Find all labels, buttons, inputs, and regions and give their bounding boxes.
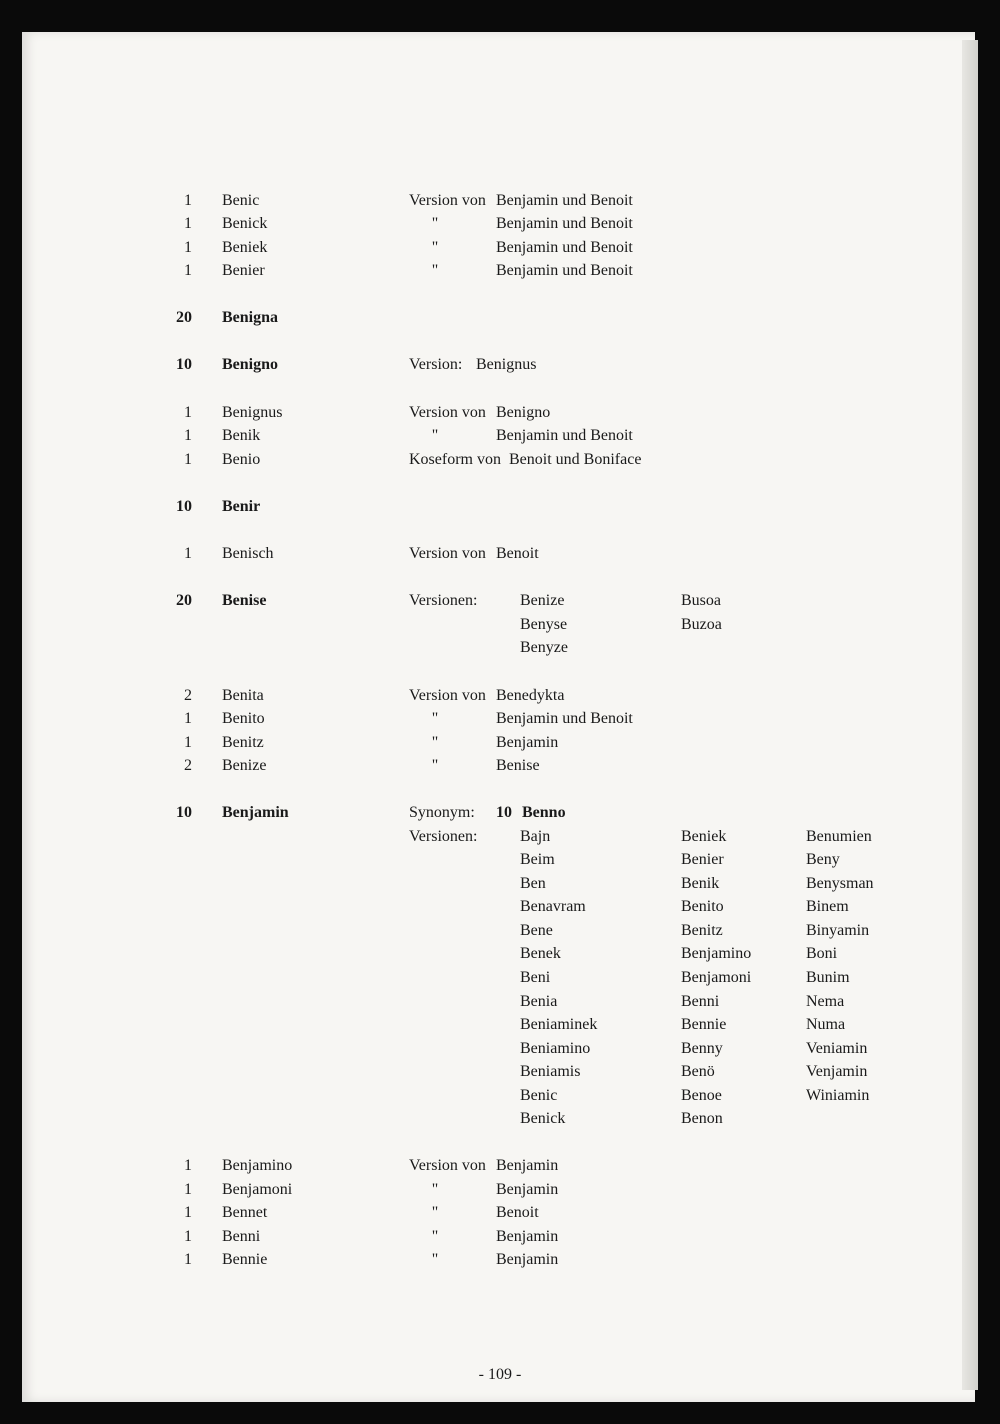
entry-count: 1 — [184, 404, 192, 421]
entry-name: Benio — [222, 451, 261, 468]
variant-name: Benavram — [520, 898, 586, 915]
variant-name: Buzoa — [681, 616, 722, 633]
entry-name: Benni — [222, 1228, 261, 1245]
entry-name: Benize — [222, 757, 267, 774]
variant-name: Beniamino — [520, 1040, 591, 1057]
entry-count: 1 — [184, 734, 192, 751]
entry-count: 1 — [184, 262, 192, 279]
variant-name: Benitz — [681, 922, 723, 939]
entry-relation: Version von — [409, 545, 486, 562]
entry-relation: Koseform von — [409, 451, 501, 468]
entry-count: 10 — [176, 498, 192, 515]
entry-name: Bennet — [222, 1204, 268, 1221]
entry-name: Benisch — [222, 545, 274, 562]
entry-relation: Version von — [409, 1157, 486, 1174]
variant-name: Benik — [681, 875, 720, 892]
ditto-mark: " — [431, 215, 439, 232]
variant-name: Benon — [681, 1110, 723, 1127]
ditto-mark: " — [431, 710, 439, 727]
variant-name: Beni — [520, 969, 551, 986]
ditto-mark: " — [431, 1228, 439, 1245]
variant-name: Benic — [520, 1087, 558, 1104]
variant-name: Beim — [520, 851, 555, 868]
entry-reference: Benise — [496, 757, 540, 774]
variant-name: Benni — [681, 993, 720, 1010]
ditto-mark: " — [431, 1251, 439, 1268]
entry-name: Benita — [222, 687, 264, 704]
entry-reference: Benjamin — [496, 1251, 559, 1268]
entry-reference: Benjamin und Benoit — [496, 215, 633, 232]
entry-reference: Benjamin und Benoit — [496, 239, 633, 256]
ditto-mark: " — [431, 262, 439, 279]
ditto-mark: " — [431, 1181, 439, 1198]
variant-name: Benier — [681, 851, 724, 868]
variant-name: Benoe — [681, 1087, 722, 1104]
entry-count: 1 — [184, 192, 192, 209]
variant-name: Boni — [806, 945, 838, 962]
entry-relation: Version von — [409, 192, 486, 209]
entry-count: 1 — [184, 710, 192, 727]
entry-reference: Benjamin und Benoit — [496, 262, 633, 279]
entry-count: 10 — [176, 804, 192, 821]
variant-name: Bennie — [681, 1016, 727, 1033]
variant-name: Winiamin — [806, 1087, 870, 1104]
variant-name: Beny — [806, 851, 840, 868]
entry-count: 1 — [184, 1228, 192, 1245]
entry-count: 1 — [184, 545, 192, 562]
entry-name: Benier — [222, 262, 265, 279]
entry-name: Benjamin — [222, 804, 289, 821]
entry-name: Benignus — [222, 404, 283, 421]
variant-name: Veniamin — [806, 1040, 868, 1057]
entry-name: Benigna — [222, 309, 279, 326]
page-edge — [962, 40, 978, 1390]
ditto-mark: " — [431, 757, 439, 774]
entry-name: Benitz — [222, 734, 264, 751]
variant-name: Benny — [681, 1040, 723, 1057]
variant-name: Benia — [520, 993, 558, 1010]
variant-name: Benito — [681, 898, 724, 915]
entry-relation: Version: — [409, 356, 463, 373]
entry-name: Benik — [222, 427, 261, 444]
variant-name: Benumien — [806, 828, 872, 845]
versions-label: Versionen: — [409, 828, 478, 845]
entry-count: 10 — [176, 356, 192, 373]
entry-name: Benise — [222, 592, 267, 609]
entry-reference: Benjamin — [496, 1157, 559, 1174]
entry-relation: Version von — [409, 404, 486, 421]
entry-name: Benigno — [222, 356, 279, 373]
variant-name: Benize — [520, 592, 565, 609]
entry-reference: Benigno — [496, 404, 551, 421]
entry-reference: Benoit und Boniface — [509, 451, 642, 468]
variant-name: Bajn — [520, 828, 551, 845]
variant-name: Busoa — [681, 592, 721, 609]
entry-name: Benic — [222, 192, 260, 209]
entry-count: 1 — [184, 215, 192, 232]
entry-relation: Version von — [409, 687, 486, 704]
variant-name: Venjamin — [806, 1063, 868, 1080]
variant-name: Binem — [806, 898, 849, 915]
ditto-mark: " — [431, 239, 439, 256]
entry-count: 20 — [176, 309, 192, 326]
variant-name: Bunim — [806, 969, 850, 986]
entry-name: Benir — [222, 498, 261, 515]
entry-name: Bennie — [222, 1251, 268, 1268]
variant-name: Bene — [520, 922, 553, 939]
entry-name: Benjamoni — [222, 1181, 293, 1198]
variant-name: Benjamino — [681, 945, 752, 962]
entry-count: 1 — [184, 1181, 192, 1198]
entry-count: 1 — [184, 1157, 192, 1174]
entry-relation: Versionen: — [409, 592, 478, 609]
variant-name: Benyse — [520, 616, 568, 633]
variant-name: Numa — [806, 1016, 846, 1033]
variant-name: Benö — [681, 1063, 715, 1080]
variant-name: Benek — [520, 945, 561, 962]
entry-reference: Benjamin und Benoit — [496, 192, 633, 209]
variant-name: Benyze — [520, 639, 568, 656]
variant-name: Beniek — [681, 828, 727, 845]
entry-count: 1 — [184, 451, 192, 468]
variant-name: Beniamis — [520, 1063, 581, 1080]
variant-name: Beniaminek — [520, 1016, 598, 1033]
entry-reference: Benjamin — [496, 1181, 559, 1198]
variant-name: Benjamoni — [681, 969, 752, 986]
variant-name: Benysman — [806, 875, 874, 892]
entry-reference: Benignus — [476, 356, 537, 373]
page-number: - 109 - — [478, 1366, 522, 1383]
entry-reference: Benjamin — [496, 1228, 559, 1245]
entry-reference: Benjamin — [496, 734, 559, 751]
entry-reference: Benjamin und Benoit — [496, 427, 633, 444]
entry-reference: Benjamin und Benoit — [496, 710, 633, 727]
entry-reference: Benoit — [496, 1204, 539, 1221]
entry-count: 2 — [184, 687, 192, 704]
variant-name: Nema — [806, 993, 845, 1010]
entry-name: Benick — [222, 215, 268, 232]
variant-name: Ben — [520, 875, 546, 892]
entry-count: 1 — [184, 427, 192, 444]
synonym-label: Synonym: — [409, 804, 475, 821]
variant-name: Benick — [520, 1110, 566, 1127]
ditto-mark: " — [431, 1204, 439, 1221]
entry-count: 20 — [176, 592, 192, 609]
entry-count: 2 — [184, 757, 192, 774]
entry-reference: Benedykta — [496, 687, 565, 704]
synonym-count: 10 — [496, 804, 512, 821]
entry-name: Benjamino — [222, 1157, 293, 1174]
entry-count: 1 — [184, 1204, 192, 1221]
entry-count: 1 — [184, 1251, 192, 1268]
ditto-mark: " — [431, 734, 439, 751]
synonym-name: Benno — [522, 804, 566, 821]
entry-name: Benito — [222, 710, 265, 727]
variant-name: Binyamin — [806, 922, 870, 939]
entry-name: Beniek — [222, 239, 268, 256]
ditto-mark: " — [431, 427, 439, 444]
entry-reference: Benoit — [496, 545, 539, 562]
entry-count: 1 — [184, 239, 192, 256]
